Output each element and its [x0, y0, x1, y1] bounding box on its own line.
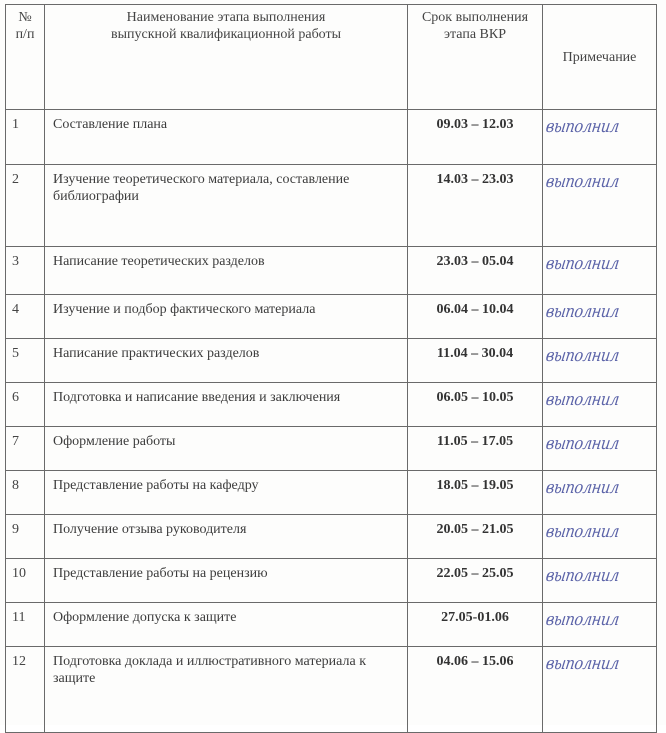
- row-num: 6: [6, 383, 45, 427]
- handwritten-note: выполнил: [544, 172, 621, 192]
- handwritten-note: выполнил: [544, 478, 621, 498]
- row-num: 11: [6, 603, 45, 647]
- handwritten-note: выполнил: [544, 390, 621, 410]
- row-stage: Изучение и подбор фактического материала: [45, 295, 408, 339]
- table-row: [6, 383, 657, 427]
- table-header-row: [6, 5, 657, 110]
- row-term: 27.05-01.06: [408, 603, 543, 647]
- row-term: 06.04 – 10.04: [408, 295, 543, 339]
- row-num: 7: [6, 427, 45, 471]
- table-row: [6, 165, 657, 247]
- row-term: 11.04 – 30.04: [408, 339, 543, 383]
- table-row: [6, 515, 657, 559]
- row-stage: Написание практических разделов: [45, 339, 408, 383]
- row-num: 4: [6, 295, 45, 339]
- header-stage: Наименование этапа выполнения выпускной квалификационной работы: [45, 5, 408, 110]
- handwritten-note: выполнил: [544, 654, 621, 674]
- row-num: 1: [6, 110, 45, 165]
- row-num: 2: [6, 165, 45, 247]
- row-stage: Составление плана: [45, 110, 408, 165]
- row-note: [543, 165, 657, 247]
- row-note: [543, 559, 657, 603]
- table-row: [6, 295, 657, 339]
- row-note: [543, 471, 657, 515]
- header-note: Примечание: [543, 5, 657, 110]
- handwritten-note: выполнил: [544, 346, 621, 366]
- row-num: 12: [6, 647, 45, 733]
- row-term: 09.03 – 12.03: [408, 110, 543, 165]
- table-row: [6, 603, 657, 647]
- row-stage: Представление работы на кафедру: [45, 471, 408, 515]
- row-note: [543, 427, 657, 471]
- row-term: 22.05 – 25.05: [408, 559, 543, 603]
- row-term: 18.05 – 19.05: [408, 471, 543, 515]
- row-note: [543, 295, 657, 339]
- table-row: [6, 559, 657, 603]
- row-num: 3: [6, 247, 45, 295]
- row-num: 10: [6, 559, 45, 603]
- handwritten-note: выполнил: [544, 302, 621, 322]
- row-num: 9: [6, 515, 45, 559]
- row-term: 20.05 – 21.05: [408, 515, 543, 559]
- row-stage: Написание теоретических разделов: [45, 247, 408, 295]
- table-row: [6, 471, 657, 515]
- row-term: 11.05 – 17.05: [408, 427, 543, 471]
- table-row: [6, 339, 657, 383]
- handwritten-note: выполнил: [544, 117, 621, 137]
- row-note: [543, 603, 657, 647]
- handwritten-note: выполнил: [544, 434, 621, 454]
- row-num: 8: [6, 471, 45, 515]
- row-num: 5: [6, 339, 45, 383]
- header-term: Срок выполнения этапа ВКР: [408, 5, 543, 110]
- row-stage: Подготовка доклада и иллюстративного материала к защите: [45, 647, 408, 733]
- handwritten-note: выполнил: [544, 566, 621, 586]
- table-row: [6, 427, 657, 471]
- header-num: № п/п: [6, 5, 45, 110]
- handwritten-note: выполнил: [544, 522, 621, 542]
- table-row: [6, 647, 657, 733]
- row-stage: Изучение теоретического материала, составление библиографии: [45, 165, 408, 247]
- row-note: [543, 515, 657, 559]
- row-stage: Получение отзыва руководителя: [45, 515, 408, 559]
- row-stage: Представление работы на рецензию: [45, 559, 408, 603]
- row-stage: Оформление допуска к защите: [45, 603, 408, 647]
- row-term: 06.05 – 10.05: [408, 383, 543, 427]
- vkr-schedule-table: [5, 4, 657, 733]
- row-stage: Оформление работы: [45, 427, 408, 471]
- handwritten-note: выполнил: [544, 610, 621, 630]
- row-note: [543, 383, 657, 427]
- row-term: 04.06 – 15.06: [408, 647, 543, 733]
- row-term: 23.03 – 05.04: [408, 247, 543, 295]
- row-note: [543, 647, 657, 733]
- row-stage: Подготовка и написание введения и заключения: [45, 383, 408, 427]
- row-note: [543, 339, 657, 383]
- table-row: [6, 110, 657, 165]
- row-term: 14.03 – 23.03: [408, 165, 543, 247]
- row-note: [543, 247, 657, 295]
- table-row: [6, 247, 657, 295]
- row-note: [543, 110, 657, 165]
- handwritten-note: выполнил: [544, 254, 621, 274]
